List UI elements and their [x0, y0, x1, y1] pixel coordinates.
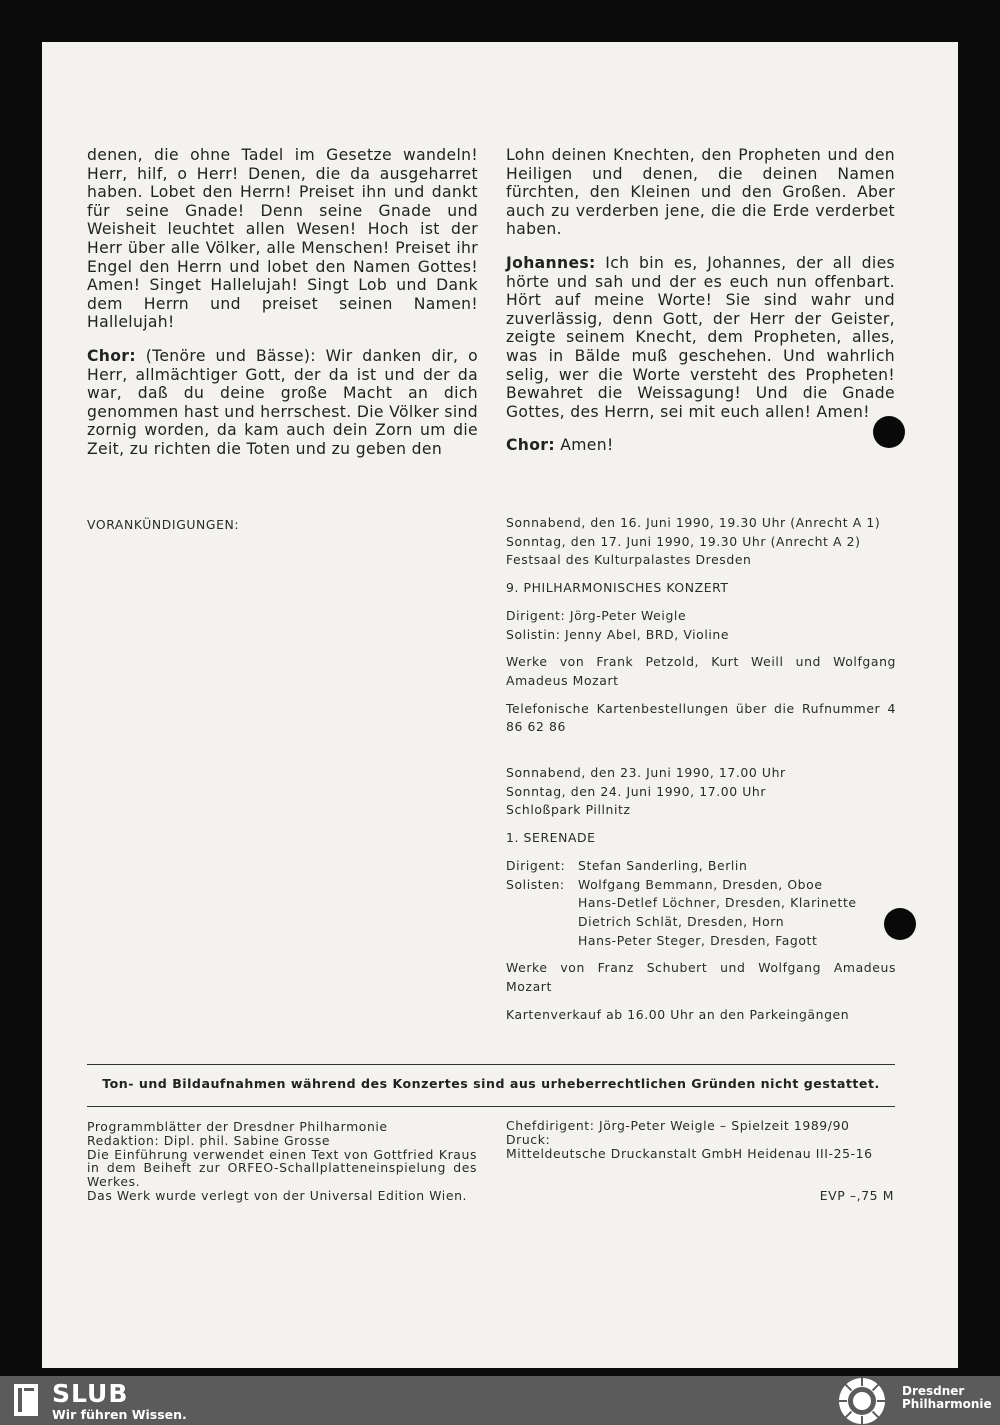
imprint-line: Redaktion: Dipl. phil. Sabine Grosse: [87, 1132, 331, 1148]
bottom-bar: [0, 1376, 1000, 1425]
concert2-venue: Schloßpark Pillnitz: [506, 802, 631, 818]
imprint-line: Die Einführung verwendet einen Text von Gottfried Kraus in dem Beiheft zur ORFEO-Schallplatteneinspielung des Werkes.: [87, 1146, 477, 1190]
conductor-label: Dirigent:: [506, 857, 566, 873]
soloist-item: Wolfgang Bemmann, Dresden, Oboe: [578, 876, 823, 892]
imprint-line: Das Werk wurde verlegt von der Universal Edition Wien.: [87, 1187, 468, 1203]
philharmonie-line: Philharmonie: [902, 1397, 992, 1411]
concert1-date-2: Sonntag, den 17. Juni 1990, 19.30 Uhr (Anrecht A 2): [506, 533, 861, 549]
speaker-label: Johannes:: [506, 253, 596, 272]
concert1-date-1: Sonnabend, den 16. Juni 1990, 19.30 Uhr (Anrecht A 1): [506, 515, 881, 530]
text-column-right: [506, 146, 895, 470]
concert2-dates: [506, 764, 896, 820]
philharmonie-line: Dresdner: [902, 1384, 965, 1398]
libretto-paragraph: [506, 254, 895, 421]
soloist-item: Hans-Detlef Löchner, Dresden, Klarinette: [578, 895, 857, 911]
divider-top: [87, 1064, 895, 1065]
concert2-tickets: Kartenverkauf ab 16.00 Uhr an den Parkeingängen: [506, 1006, 850, 1022]
concert1-performers: [506, 607, 896, 644]
announcements-heading: VORANKÜNDIGUNGEN:: [87, 517, 240, 532]
speaker-label: Chor:: [506, 436, 555, 455]
libretto-paragraph: [506, 436, 895, 455]
concert1-dates: [506, 514, 896, 570]
concert1-works: Werke von Frank Petzold, Kurt Weill und Wolfgang Amadeus Mozart: [506, 654, 896, 688]
philharmonie-logo-icon: [838, 1377, 886, 1425]
libretto-paragraph: [87, 347, 478, 459]
footer-printer: [506, 1119, 896, 1160]
announcements-list: [506, 514, 896, 1033]
slub-name: SLUB: [52, 1379, 129, 1408]
divider-bottom: [87, 1106, 895, 1107]
libretto-paragraph: denen, die ohne Tadel im Gesetze wandeln! Herr, hilf, o Herr! Denen, die da ausgeharret haben. Lobet den Herrn! Preiset ihn und dankt für seine Gnade! Denn seine Gnade und Weisheit leuchtet allen Wesen! Hoch ist der Herr über alle Völker, alle Menschen! Preiset ihr Engel den Herrn und lobet den Namen Gottes! Amen! Singet Hallelujah! Singt Lob und Dank dem Herrn und preiset seinen Namen! Hallelujah!: [87, 146, 478, 332]
punch-hole: [884, 908, 916, 940]
concert1-title: 9. PHILHARMONISCHES KONZERT: [506, 580, 729, 596]
soloist-item: Dietrich Schlät, Dresden, Horn: [578, 913, 785, 929]
printer-line: Chefdirigent: Jörg-Peter Weigle – Spielzeit 1989/90: [506, 1118, 850, 1133]
paragraph-text: Ich bin es, Johannes, der all dies hörte und sah und der es euch nun offenbart. Hört auf meine Worte! Sie sind wahr und zuverlässig, denn Gott, der Herr der Geister, zeigte seinem Knecht, dem Propheten, alles, was in Bälde muß geschehen. Und wahrlich selig, wer die Worte versteht des Propheten! Bewahret die Weissagung! Und die Gnade Gottes, des Herrn, sei mit euch allen! Amen!: [506, 253, 895, 421]
speaker-label: Chor:: [87, 346, 136, 365]
slub-tagline: Wir führen Wissen.: [52, 1407, 187, 1422]
imprint-line: Programmblätter der Dresdner Philharmonie: [87, 1119, 388, 1134]
libretto-paragraph: Lohn deinen Knechten, den Propheten und den Heiligen und denen, die deinen Namen fürchten, den Kleinen und den Großen. Aber auch zu verderben jene, die die Erde verderbet haben.: [506, 146, 895, 239]
soloists-label: Solisten:: [506, 876, 565, 892]
footer-imprint: [87, 1120, 477, 1203]
concert2-date-1: Sonnabend, den 23. Juni 1990, 17.00 Uhr: [506, 765, 786, 781]
conductor-name: Stefan Sanderling, Berlin: [578, 857, 748, 873]
concert1-phone: Telefonische Kartenbestellungen über die Rufnummer 4 86 62 86: [506, 700, 896, 735]
concert2-title: 1. SERENADE: [506, 830, 596, 846]
concert2-conductor-row: [506, 857, 896, 876]
soloist-item: Hans-Peter Steger, Dresden, Fagott: [578, 932, 818, 948]
concert2-date-2: Sonntag, den 24. Juni 1990, 17.00 Uhr: [506, 783, 767, 799]
paragraph-text: Amen!: [560, 436, 614, 455]
concert1-soloist: Solistin: Jenny Abel, BRD, Violine: [506, 626, 730, 642]
paragraph-text: (Tenöre und Bässe): Wir danken dir, o Herr, allmächtiger Gott, der da ist und der da war, daß du deine große Macht an dich genommen hast und herrschest. Die Völker sind zornig worden, da kam auch dein Zorn um die Zeit, zu richten die Toten und zu geben den: [87, 346, 478, 458]
soloists-list: [578, 876, 857, 951]
concert2-soloists-row: [506, 876, 896, 951]
concert2-works: Werke von Franz Schubert und Wolfgang Amadeus Mozart: [506, 960, 896, 995]
printer-line: Mitteldeutsche Druckanstalt GmbH Heidenau III-25-16: [506, 1145, 873, 1161]
printer-line: Druck:: [506, 1131, 551, 1147]
concert1-conductor: Dirigent: Jörg-Peter Weigle: [506, 607, 687, 623]
program-page: [42, 42, 958, 1368]
slub-logo-icon: [14, 1384, 38, 1416]
price-label: EVP –,75 M: [819, 1188, 894, 1203]
punch-hole: [873, 416, 905, 448]
concert2-performers: [506, 857, 896, 951]
recording-notice: Ton- und Bildaufnahmen während des Konzertes sind aus urheberrechtlichen Gründen nicht gestattet.: [102, 1076, 880, 1091]
text-column-left: [87, 146, 478, 474]
philharmonie-name: [902, 1385, 992, 1411]
concert1-venue: Festsaal des Kulturpalastes Dresden: [506, 552, 752, 568]
